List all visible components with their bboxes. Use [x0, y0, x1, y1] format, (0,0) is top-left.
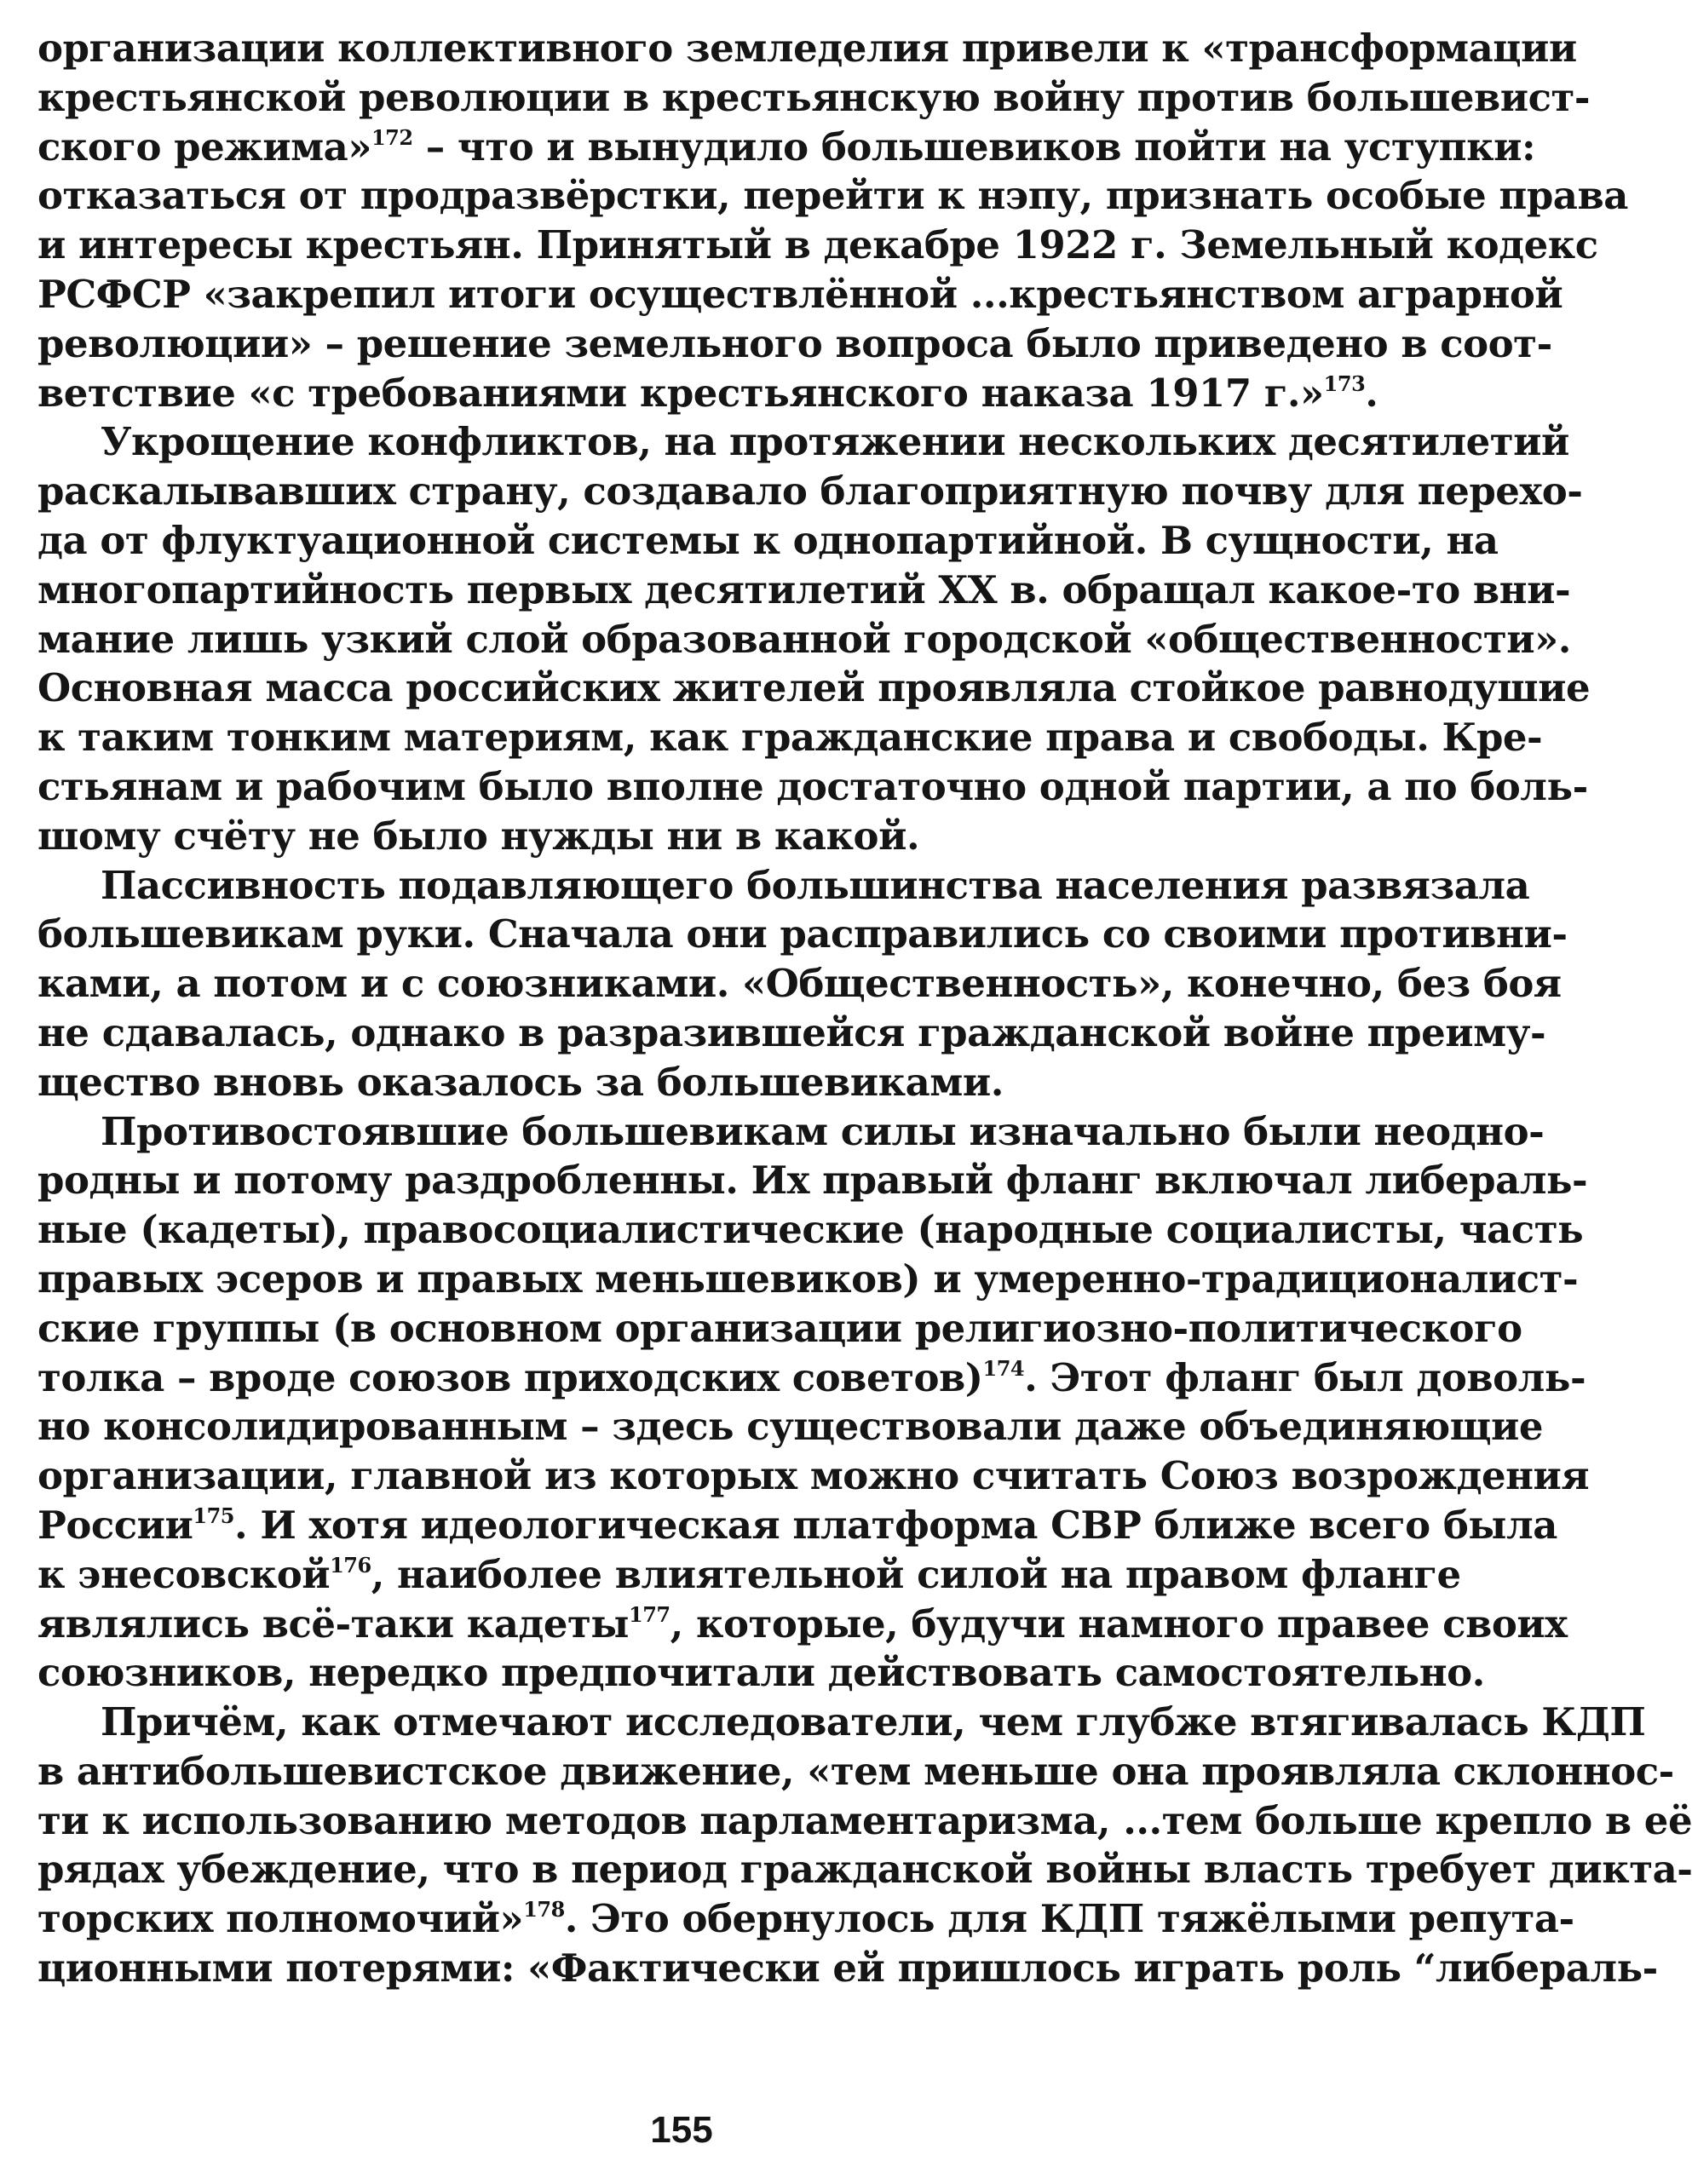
text-run: . Это обернулось для КДП тяжёлыми репута- — [564, 1896, 1574, 1942]
text-run: Укрощение конфликтов, на протяжении нескольких десятилетий — [101, 419, 1569, 465]
text-run: ками, а потом и с союзниками. «Общественность», конечно, без боя — [37, 961, 1562, 1007]
footnote-ref: 175 — [193, 1503, 235, 1528]
text-run: Причём, как отмечают исследователи, чем глубже втягивалась КДП — [101, 1699, 1646, 1745]
text-run: ционными потерями: «Фактически ей пришлось играть роль “либераль- — [37, 1945, 1658, 1991]
text-line — [37, 369, 1378, 418]
text-line — [37, 1845, 1692, 1894]
footnote-ref: 172 — [371, 124, 413, 150]
text-run: Пассивность подавляющего большинства населения развязала — [101, 862, 1530, 908]
text-line — [37, 1156, 1588, 1205]
text-line — [37, 1747, 1674, 1796]
text-line — [37, 1894, 1574, 1944]
text-run: революции» – решение земельного вопроса было приведено в соот- — [37, 320, 1552, 366]
text-run: правых эсеров и правых меньшевиков) и умеренно-традиционалист- — [37, 1256, 1579, 1302]
text-run: торских полномочий» — [37, 1896, 524, 1942]
paragraph — [37, 1107, 1590, 1698]
text-line — [37, 1304, 1522, 1354]
paragraph — [37, 1698, 1692, 1993]
text-run: организации, главной из которых можно считать Союз возрождения — [37, 1453, 1590, 1499]
text-run: организации коллективного земледелия привели к «трансформации — [37, 26, 1577, 71]
text-line — [37, 417, 1569, 467]
text-run: РСФСР «закрепил итоги осуществлённой ...крестьянством аграрной — [37, 271, 1563, 317]
text-line — [37, 1107, 1545, 1157]
text-line — [37, 1944, 1658, 1993]
text-run: ского режима» — [37, 124, 371, 170]
text-line — [37, 221, 1598, 270]
footnote-ref: 174 — [982, 1355, 1025, 1381]
text-run: родны и потому раздробленны. Их правый фланг включал либераль- — [37, 1158, 1588, 1204]
text-line — [37, 1796, 1692, 1846]
text-run: ветствие «с требованиями крестьянского наказа 1917 г.» — [37, 370, 1324, 416]
text-run: . И хотя идеологическая платформа СВР ближе всего была — [234, 1502, 1557, 1548]
text-run: – что и вынудило большевиков пойти на уступки: — [412, 124, 1536, 170]
text-run: , которые, будучи намного правее своих — [670, 1601, 1568, 1647]
text-line — [37, 664, 1591, 713]
text-run: являлись всё-таки кадеты — [37, 1601, 630, 1647]
text-line — [37, 1648, 1485, 1698]
text-line — [37, 24, 1577, 73]
text-line — [37, 1402, 1543, 1451]
text-line — [37, 1058, 1338, 1107]
footnote-ref: 173 — [1323, 371, 1366, 396]
text-run: толка – вроде союзов приходских советов) — [37, 1354, 983, 1400]
text-run: , наиболее влиятельной силой на правом фланге — [371, 1551, 1461, 1597]
text-run: Противостоявшие большевикам силы изначально были неодно- — [101, 1108, 1545, 1154]
text-run: рядах убеждение, что в период гражданской войны власть требует дикта- — [37, 1847, 1692, 1893]
text-line — [37, 171, 1628, 221]
text-line — [37, 1205, 1584, 1255]
page-number: 155 — [650, 2109, 713, 2151]
text-line — [37, 1698, 1646, 1747]
text-run: ские группы (в основном организации религиозно-политического — [37, 1305, 1522, 1351]
text-run: мание лишь узкий слой образованной городской «общественности». — [37, 616, 1571, 662]
page-body — [37, 24, 1692, 1993]
text-line — [37, 270, 1563, 319]
text-run: стьянам и рабочим было вполне достаточно одной партии, а по боль- — [37, 763, 1588, 809]
text-line — [37, 123, 1536, 172]
text-run: России — [37, 1502, 193, 1548]
text-run: союзников, нередко предпочитали действовать самостоятельно. — [37, 1650, 1485, 1696]
text-line — [37, 861, 1530, 911]
text-line — [37, 959, 1562, 1009]
text-line — [37, 1600, 1568, 1649]
text-line — [37, 1354, 1586, 1403]
text-line — [37, 762, 1588, 812]
text-run: щество вновь оказалось за большевиками. — [37, 1059, 1004, 1105]
text-run: . Этот фланг был доволь- — [1024, 1354, 1586, 1400]
text-line — [37, 1501, 1557, 1550]
text-line — [37, 615, 1571, 664]
paragraph — [37, 24, 1628, 417]
footnote-ref: 178 — [523, 1897, 565, 1922]
text-line — [37, 1451, 1590, 1501]
text-run: ные (кадеты), правосоциалистические (народные социалисты, часть — [37, 1207, 1584, 1253]
paragraph — [37, 861, 1568, 1107]
text-line — [37, 516, 1499, 566]
text-run: Основная масса российских жителей проявляла стойкое равнодушие — [37, 665, 1591, 711]
text-run: большевикам руки. Сначала они расправились со своими противни- — [37, 911, 1568, 957]
text-run: и интересы крестьян. Принятый в декабре 1922 г. Земельный кодекс — [37, 222, 1598, 268]
text-run: шому счёту не было нужды ни в какой. — [37, 813, 920, 859]
text-line — [37, 1009, 1546, 1058]
text-run: отказаться от продразвёрстки, перейти к нэпу, признать особые права — [37, 173, 1628, 219]
text-line — [37, 812, 1338, 861]
text-run: . — [1365, 370, 1378, 416]
text-run: не сдавалась, однако в разразившейся гражданской войне преиму- — [37, 1009, 1546, 1055]
text-run: да от флуктуационной системы к однопартийной. В сущности, на — [37, 517, 1499, 563]
text-line — [37, 467, 1583, 516]
text-line — [37, 713, 1543, 762]
text-run: к энесовской — [37, 1551, 331, 1597]
text-line — [37, 319, 1552, 369]
text-run: крестьянской революции в крестьянскую войну против большевист- — [37, 74, 1591, 120]
text-run: многопартийность первых десятилетий XX в. обращал какое-то вни- — [37, 566, 1571, 612]
footnote-ref: 176 — [330, 1552, 371, 1578]
footnote-ref: 177 — [629, 1601, 670, 1627]
text-line — [37, 910, 1568, 959]
text-run: но консолидированным – здесь существовали даже объединяющие — [37, 1404, 1543, 1450]
text-run: в антибольшевистское движение, «тем меньше она проявляла склоннос- — [37, 1748, 1674, 1794]
text-line — [37, 1550, 1461, 1600]
text-run: ти к использованию методов парламентаризма, ...тем больше крепло в её — [37, 1797, 1692, 1843]
text-run: к таким тонким материям, как гражданские права и свободы. Кре- — [37, 715, 1543, 761]
paragraph — [37, 417, 1591, 860]
text-line — [37, 566, 1571, 615]
text-line — [37, 73, 1591, 123]
text-line — [37, 1255, 1579, 1304]
text-run: раскалывавших страну, создавало благоприятную почву для перехо- — [37, 468, 1583, 514]
